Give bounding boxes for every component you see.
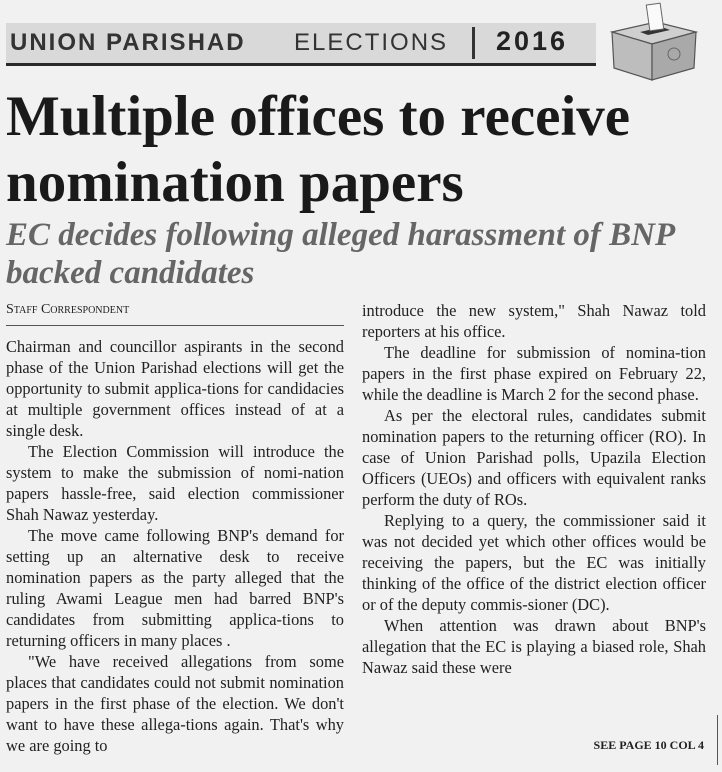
banner-separator (472, 27, 475, 59)
article-column-2 (362, 300, 706, 678)
byline: Staff Correspondent (6, 302, 344, 326)
banner-year: 2016 (496, 26, 569, 56)
article-column-1 (6, 336, 344, 756)
banner-union-parishad: UNION PARISHAD (10, 29, 246, 56)
paragraph: "We have received allegations from some places that candidates could not submit nomination papers in the first phase of the election. We don't want to have these allega-tions again. That's why we are going to (6, 652, 344, 755)
paragraph: The deadline for submission of nomina-tion papers in the first phase expired on February 22, while the deadline is March 2 for the second phase. (362, 343, 706, 404)
paragraph: When attention was drawn about BNP's allegation that the EC is playing a biased role, Shah Nawaz said these were (362, 616, 706, 677)
ballot-box-icon (604, 2, 704, 82)
paragraph: Replying to a query, the commissioner said it was not decided yet which other offices would be receiving the papers, but the EC was initially thinking of the office of the district election officer or of the deputy commis-sioner (DC). (362, 511, 706, 614)
headline: Multiple offices to receive nomination papers (6, 85, 631, 214)
banner-elections: ELECTIONS (294, 29, 449, 56)
paragraph-continued: introduce the new system," Shah Nawaz told reporters at his office. (362, 301, 706, 341)
column-rule (717, 715, 718, 765)
paragraph: The move came following BNP's demand for setting up an alternative desk to receive nomination papers as the party alleged that the ruling Awami League men had barred BNP's candidates from submitting applica-tions to returning officers in many places . (6, 526, 344, 650)
jump-line: SEE PAGE 10 COL 4 (593, 738, 704, 752)
paragraph: Chairman and councillor aspirants in the second phase of the Union Parishad elections will get the opportunity to submit applica-tions for candidacies at multiple government offices instead of at a single desk. (6, 337, 344, 440)
subheadline: EC decides following alleged harassment of BNP backed candidates (6, 217, 674, 291)
section-banner (6, 23, 596, 66)
paragraph: The Election Commission will introduce the system to make the submission of nomi-nation papers hassle-free, said election commissioner Shah Nawaz yesterday. (6, 442, 344, 524)
paragraph: As per the electoral rules, candidates submit nomination papers to the returning officer (RO). In case of Union Parishad polls, Upazila Election Officers (UEOs) and officers with equivalent ranks perform the duty of ROs. (362, 406, 706, 509)
